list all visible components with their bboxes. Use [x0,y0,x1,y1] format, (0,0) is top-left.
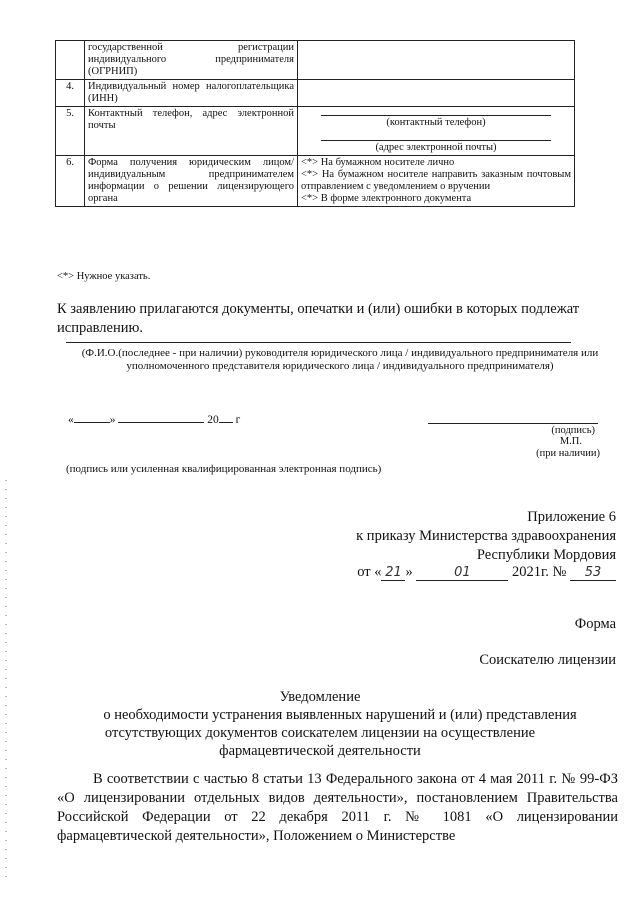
footnote: <*> Нужное указать. [57,271,151,282]
row-number: 6. [56,156,85,207]
signature-line [428,423,598,424]
row-label: Контактный телефон, адрес электронной почты [85,107,298,156]
electronic-signature-caption: (подпись или усиленная квалифицированная электронная подпись) [66,463,382,475]
number-sign: № [552,564,567,580]
order-month: 01 [416,565,508,581]
form-label: Форма [574,616,616,632]
table-row [56,41,575,80]
contact-cell [298,107,575,156]
email-caption: (адрес электронной почты) [375,142,497,153]
date-field [68,411,240,426]
year-suffix: г [235,414,241,426]
row-label: Индивидуальный номер налогоплательщика (ИНН) [85,80,298,107]
quote-open: « [68,414,74,426]
day-blank [74,411,110,423]
email-line [321,139,551,141]
body-paragraph: В соответствии с частью 8 статьи 13 Федерального закона от 4 мая 2011 г. № 99-ФЗ «О лицензировании отдельных видов деятельности», постановлением Правительства Российской Федерации от 22 декабря 2011 г. № 1081 «О лицензировании фармацевтической деятельности», Положением о Министерстве [57,771,618,844]
option-by-mail: <*> На бумажном носителе направить заказным почтовым отправлением с уведомлением о вручении [301,169,571,192]
fio-line [66,342,571,343]
fio-caption: (Ф.И.О.(последнее - при наличии) руководителя юридического лица / индивидуального предпринимателя или уполномоченного представителя юридического лица / индивидуального предпринимателя) [81,347,599,372]
option-electronic: <*> В форме электронного документа [301,193,472,204]
title-line: Уведомление [279,689,361,705]
order-day: 21 [381,565,405,581]
options-cell [298,156,575,207]
phone-line [321,114,551,116]
row-number [56,41,85,80]
scan-margin-marks [5,480,7,880]
row-number: 5. [56,107,85,156]
title-line: отсутствующих документов соискателем лицензии на осуществление [104,725,536,741]
table-row [56,80,575,107]
row-number: 4. [56,80,85,107]
recipient-label: Соискателю лицензии [479,652,616,668]
phone-caption: (контактный телефон) [386,117,486,128]
title-line: фармацевтической деятельности [219,743,421,759]
appendix-line: Приложение 6 [527,509,616,525]
appendix-header [356,508,616,565]
signature-caption: (подпись) [551,425,595,436]
order-year: 2021г. [511,564,549,580]
option-in-person: <*> На бумажном носителе лично [301,157,455,168]
table-row [56,156,575,207]
quote-close: » [109,414,116,426]
row-value [298,80,575,107]
order-date-row: от « 21 » 01 2021г. № 53 [357,564,616,581]
application-table [55,40,575,207]
title-line: о необходимости устранения выявленных нарушений и (или) представления [103,707,577,723]
order-number: 53 [570,565,616,581]
notice-title [0,688,640,760]
from-label: от [357,564,371,580]
year-prefix: 20 [207,414,219,426]
appendix-line: к приказу Министерства здравоохранения [356,528,616,544]
year-blank [219,411,233,423]
appendix-line: Республики Мордовия [476,547,616,563]
if-any-caption: (при наличии) [536,448,600,459]
row-label: Форма получения юридическим лицом/индивидуальным предпринимателем информации о решении лицензирующего органа [85,156,298,207]
month-blank [118,411,204,423]
attachment-paragraph: К заявлению прилагаются документы, опечатки и (или) ошибки в которых подлежат исправлению. [57,301,580,336]
row-label: государственной регистрации индивидуального предпринимателя (ОГРНИП) [85,41,298,80]
row-value [298,41,575,80]
table-row [56,107,575,156]
stamp-caption: М.П. [559,436,582,447]
